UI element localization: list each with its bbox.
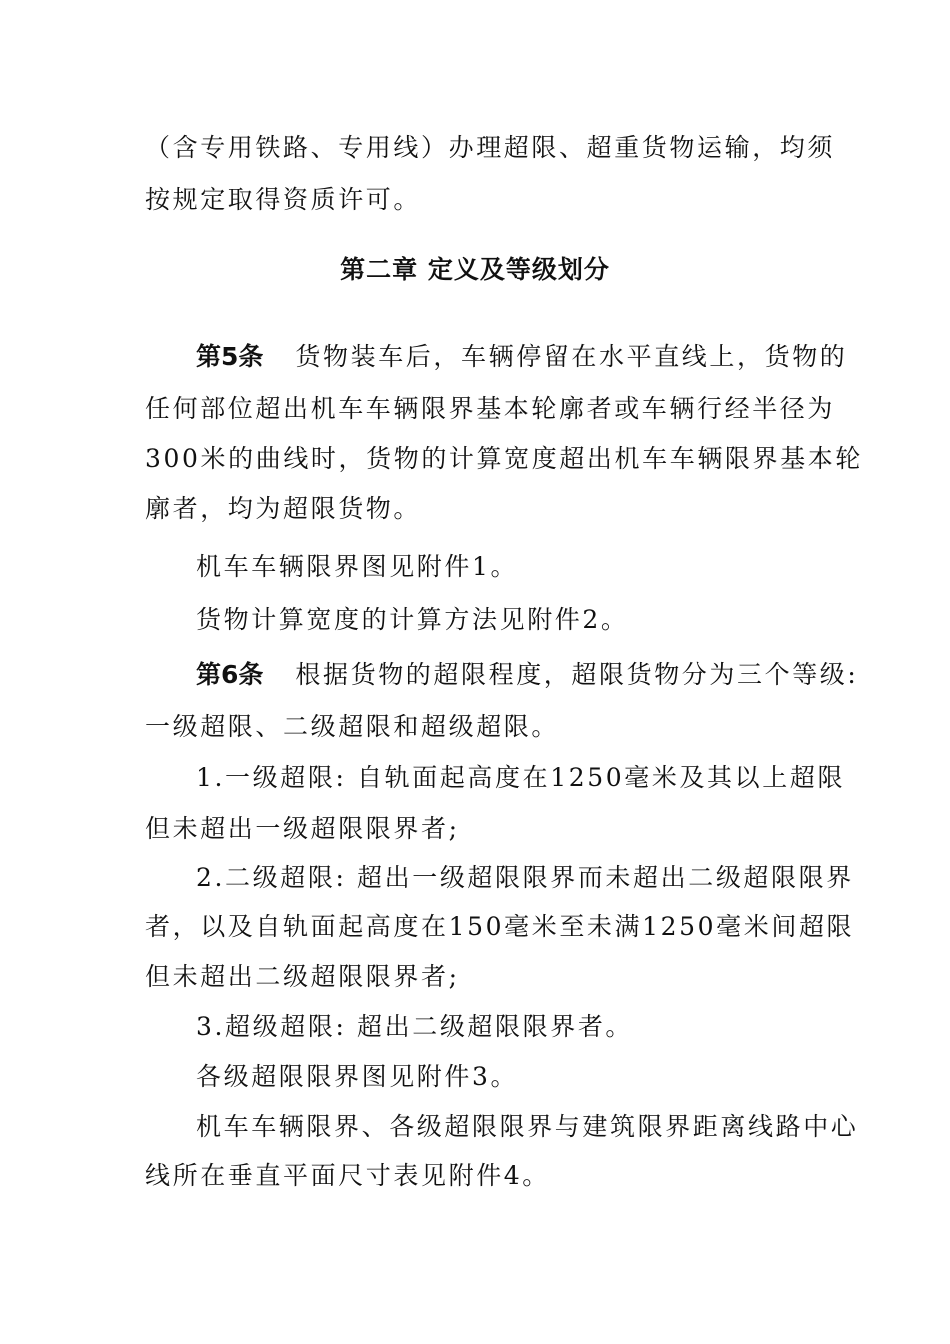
item-3-line: 3.超级超限: 超出二级超限限界者。 [196,1012,634,1041]
article-5-text-1: 货物装车后，车辆停留在水平直线上，货物的 [295,342,848,371]
item-1-line-2: 但未超出一级超限限界者; [145,814,460,843]
item-2-line-3: 但未超出二级超限限界者; [145,962,460,991]
note-4-line-2: 线所在垂直平面尺寸表见附件4。 [145,1161,550,1190]
article-5-line-2: 任何部位超出机车车辆限界基本轮廓者或车辆行经半径为 [145,394,836,423]
article-5-note-1: 机车车辆限界图见附件1。 [196,552,519,581]
chapter-heading: 第二章 定义及等级划分 [340,255,610,284]
item-2-line-1: 2.二级超限: 超出一级超限限界而未超出二级超限限界 [196,863,854,892]
article-5-line-1 [196,341,847,373]
article-5-note-2: 货物计算宽度的计算方法见附件2。 [196,605,629,634]
article-5-line-4: 廓者，均为超限货物。 [145,494,422,523]
article-5-label: 第5条 [196,342,264,371]
article-5-line-3: 300米的曲线时，货物的计算宽度超出机车车辆限界基本轮 [145,444,863,473]
item-2-line-2: 者，以及自轨面起高度在150毫米至未满1250毫米间超限 [145,912,855,941]
article-6-label: 第6条 [196,660,264,689]
article-6-line-2: 一级超限、二级超限和超级超限。 [145,712,560,741]
article-6-text-1: 根据货物的超限程度，超限货物分为三个等级: [295,660,859,689]
note-4-line-1: 机车车辆限界、各级超限限界与建筑限界距离线路中心 [196,1112,859,1141]
article-6-line-1 [196,659,858,691]
intro-line-1: （含专用铁路、专用线）办理超限、超重货物运输，均须 [145,133,836,162]
intro-line-2: 按规定取得资质许可。 [145,185,422,214]
item-1-line-1: 1.一级超限: 自轨面起高度在1250毫米及其以上超限 [196,763,846,792]
note-3-line: 各级超限限界图见附件3。 [196,1062,519,1091]
